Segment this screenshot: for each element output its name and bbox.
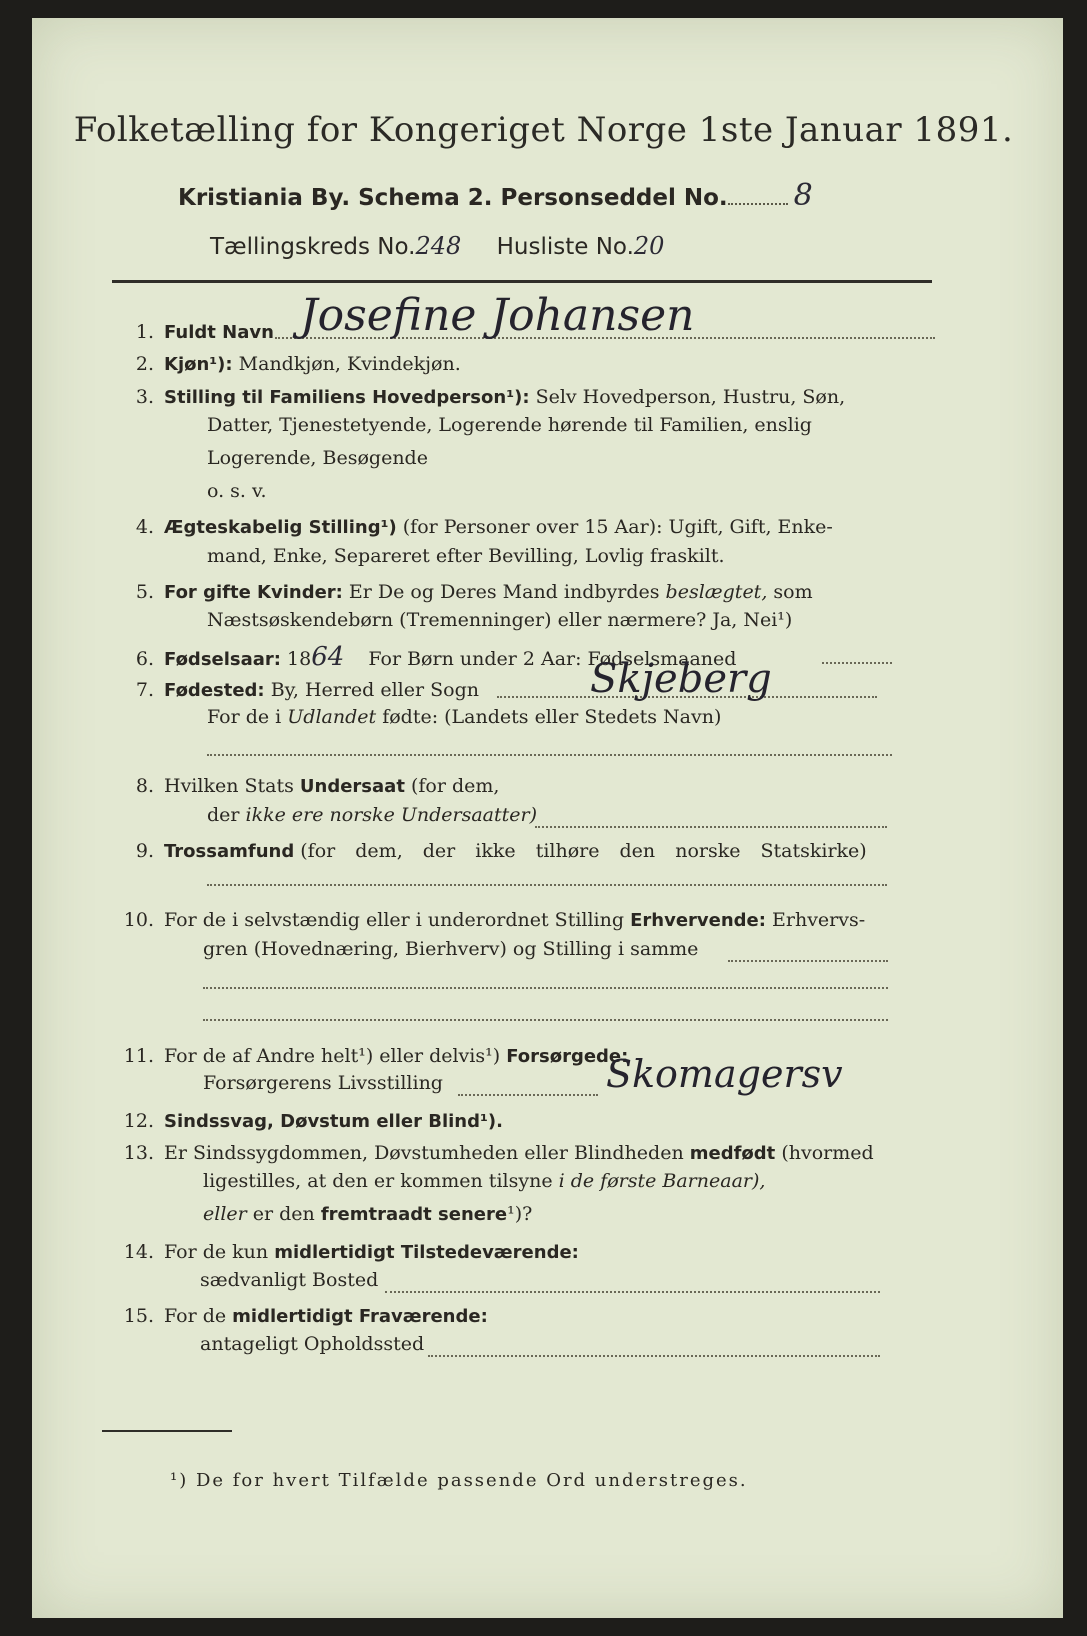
item-7-foreign	[207, 706, 721, 728]
item-text: Er Sindssygdommen, Døvstumheden eller Blindheden	[164, 1142, 684, 1164]
item-label: For gifte Kvinder:	[164, 582, 343, 603]
item-text: Hvilken Stats	[164, 775, 294, 797]
item-number: 1.	[135, 321, 154, 343]
item-15	[110, 1300, 488, 1333]
item-number: 11.	[123, 1045, 154, 1067]
item-text: 18	[287, 648, 312, 670]
item-1	[110, 316, 274, 349]
item-text: Logerende, Besøgende	[207, 447, 428, 469]
husliste-number: 20	[633, 232, 665, 260]
birth-year-handwriting: 64	[311, 642, 345, 672]
item-text: o. s. v.	[207, 480, 267, 502]
item-text: Mandkjøn, Kvindekjøn.	[238, 353, 461, 375]
item-text: ligestilles, at den er kommen tilsyne	[203, 1170, 553, 1192]
item-text: Erhvervs-	[772, 909, 866, 931]
item-text: der	[207, 804, 240, 826]
dotted-line	[207, 882, 887, 886]
form-title: Folketælling for Kongeriget Norge 1ste Januar 1891.	[73, 110, 1014, 150]
item-text: er den	[252, 1203, 315, 1225]
item-label: Forsørgede:	[506, 1046, 629, 1067]
item-12	[110, 1105, 503, 1138]
district-line	[210, 232, 664, 260]
full-name-handwriting: Josefine Johansen	[300, 290, 695, 341]
personseddel-number: 8	[793, 178, 813, 213]
item-text: ikke ere norske Undersaatter)	[245, 804, 538, 826]
item-11	[110, 1040, 628, 1073]
taellingskreds-label: Tællingskreds No.	[210, 234, 416, 260]
item-14	[110, 1236, 579, 1269]
item-text: By, Herred eller Sogn	[270, 679, 479, 701]
item-text: Udlandet	[287, 706, 377, 728]
item-label: Sindssvag, Døvstum eller Blind¹).	[164, 1111, 503, 1132]
dotted-line	[822, 660, 892, 664]
item-text: ¹)?	[507, 1203, 533, 1225]
item-3	[110, 381, 845, 414]
item-text: i de første Barneaar),	[558, 1170, 766, 1192]
dotted-line	[535, 824, 887, 828]
dotted-line	[203, 985, 888, 989]
provider-occupation-handwriting: Skomagersv	[606, 1052, 843, 1096]
item-label: Erhvervende:	[630, 910, 766, 931]
schema-label: Kristiania By. Schema 2. Personseddel No.	[178, 185, 728, 211]
item-number: 8.	[135, 775, 154, 797]
item-text: (for Personer over 15 Aar): Ugift, Gift, Enke-	[402, 516, 833, 538]
dotted-line	[428, 1353, 880, 1357]
item-text: Forsørgerens Livsstilling	[203, 1072, 443, 1094]
item-10	[110, 904, 865, 937]
item-9	[110, 835, 867, 868]
item-text: For de kun	[164, 1241, 269, 1263]
item-text: (hvormed	[781, 1142, 874, 1164]
item-text: antageligt Opholdssted	[200, 1333, 425, 1355]
item-text: For de af Andre helt¹) eller delvis¹)	[164, 1045, 501, 1067]
item-label: Fødselsaar:	[164, 649, 281, 670]
item-label: fremtraadt senere	[320, 1204, 508, 1225]
item-number: 2.	[135, 353, 154, 375]
item-text: gren (Hovednæring, Bierhverv) og Stilling i samme	[203, 938, 699, 960]
item-label: Ægteskabelig Stilling¹)	[164, 517, 397, 538]
item-8	[110, 770, 499, 803]
item-text: For de	[164, 1305, 227, 1327]
footnote: ¹) De for hvert Tilfælde passende Ord understreges.	[170, 1470, 748, 1491]
item-label: medfødt	[689, 1143, 776, 1164]
item-5	[110, 576, 813, 609]
item-label: Fødested:	[164, 680, 265, 701]
birthplace-handwriting: Skjeberg	[590, 656, 772, 702]
item-text: For de i	[207, 706, 282, 728]
item-number: 4.	[135, 516, 154, 538]
item-number: 6.	[135, 648, 154, 670]
item-number: 12.	[123, 1110, 154, 1132]
item-text: For Børn under 2 Aar: Fødselsmaaned	[368, 648, 737, 670]
item-text: sædvanligt Bosted	[200, 1269, 379, 1291]
item-text: Næstsøskendebørn (Tremenninger) eller nærmere? Ja, Nei¹)	[207, 609, 793, 631]
item-8-b	[207, 804, 537, 826]
item-text: Er De og Deres Mand indbyrdes	[348, 581, 660, 603]
item-text: beslægtet,	[665, 581, 768, 603]
item-label: Fuldt Navn	[164, 322, 274, 343]
dotted-line	[458, 1092, 598, 1096]
item-number: 3.	[135, 386, 154, 408]
item-4	[110, 511, 833, 544]
item-13	[110, 1137, 874, 1170]
dotted-line	[207, 752, 892, 756]
item-label: midlertidigt Fraværende:	[232, 1306, 488, 1327]
dotted-line	[385, 1289, 880, 1293]
item-7	[110, 674, 479, 707]
footnote-rule	[102, 1430, 232, 1432]
item-2	[110, 348, 461, 381]
item-text: (for dem, der ikke tilhøre den norske Statskirke)	[300, 840, 867, 862]
item-text: som	[773, 581, 813, 603]
item-text: Datter, Tjenestetyende, Logerende hørende til Familien, enslig	[207, 414, 812, 436]
taellingskreds-number: 248	[415, 232, 462, 260]
item-number: 7.	[135, 679, 154, 701]
item-text: eller	[203, 1203, 247, 1225]
item-text: For de i selvstændig eller i underordnet Stilling	[164, 909, 625, 931]
item-number: 15.	[123, 1305, 154, 1327]
item-text: fødte: (Landets eller Stedets Navn)	[382, 706, 722, 728]
item-number: 10.	[123, 909, 154, 931]
item-number: 13.	[123, 1142, 154, 1164]
header-rule	[112, 280, 932, 283]
schema-line	[178, 178, 813, 213]
item-number: 9.	[135, 840, 154, 862]
item-text: mand, Enke, Separeret efter Bevilling, Lovlig fraskilt.	[207, 545, 725, 567]
item-text: (for dem,	[410, 775, 500, 797]
item-number: 5.	[135, 581, 154, 603]
item-number: 14.	[123, 1241, 154, 1263]
item-label: Trossamfund	[164, 841, 295, 862]
husliste-label: Husliste No.	[496, 234, 634, 260]
item-label: midlertidigt Tilstedeværende:	[274, 1242, 579, 1263]
dotted-line	[203, 1017, 888, 1021]
item-13-b	[203, 1170, 765, 1192]
item-13-c	[203, 1203, 532, 1225]
dotted-line	[728, 958, 888, 962]
item-label: Kjøn¹):	[164, 354, 233, 375]
item-text: Selv Hovedperson, Hustru, Søn,	[535, 386, 846, 408]
item-label: Undersaat	[299, 776, 405, 797]
item-label: Stilling til Familiens Hovedperson¹):	[164, 387, 530, 408]
